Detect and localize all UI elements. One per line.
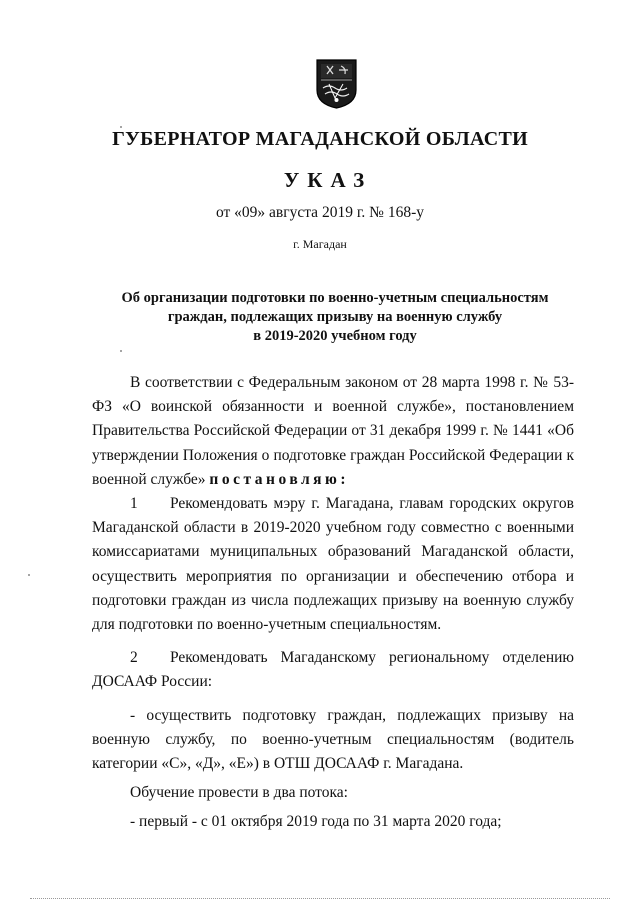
clause-2 (92, 646, 574, 694)
subject-line: Об организации подготовки по военно-учетным специальностям (121, 290, 549, 306)
document-type: УКАЗ (283, 168, 373, 192)
document-subject (90, 289, 580, 346)
subject-line: граждан, подлежащих призыву на военную службу (167, 309, 503, 325)
document-body (92, 371, 574, 835)
training-intro: Обучение провести в два потока: (130, 784, 348, 802)
clause-2-item: - осуществить подготовку граждан, подлежащих призыву на военную службу, по военно-учетным специальностям (водитель категории «С», «Д», «Е») в ОТШ ДОСААФ г. Магадана. (92, 706, 574, 773)
coat-of-arms-icon (315, 58, 358, 110)
clause-text: Рекомендовать Магаданскому региональному отделению ДОСААФ России: (92, 649, 574, 691)
governor-title: ГУБЕРНАТОР МАГАДАНСКОЙ ОБЛАСТИ (112, 128, 528, 150)
clause-1 (92, 492, 574, 637)
scan-speck (120, 350, 122, 352)
preamble-paragraph (92, 371, 574, 492)
clause-number: 1 (130, 495, 138, 513)
scan-speck (120, 126, 122, 128)
decree-word: постановляю: (209, 470, 350, 488)
subject-line: в 2019-2020 учебном году (253, 328, 417, 344)
preamble-text: В соответствии с Федеральным законом от 28 марта 1998 г. № 53-ФЗ «О воинской обязанности и военной службе», постановлением Правительства Российской Федерации от 31 декабря 1999 г. № 1441 «Об утверждении Положения о подготовке граждан Российской Федерации к военной службе» (92, 374, 574, 488)
scan-edge (30, 898, 610, 900)
scan-speck (28, 574, 30, 576)
training-stream: - первый - с 01 октября 2019 года по 31 марта 2020 года; (130, 813, 502, 831)
clause-number: 2 (130, 649, 138, 667)
document-date-number: от «09» августа 2019 г. № 168-у (215, 204, 425, 221)
document-city: г. Магадан (293, 237, 347, 251)
clause-text: Рекомендовать мэру г. Магадана, главам городских округов Магаданской области в 2019-2020 учебном году совместно с военными комиссариатами муниципальных образований Магаданской области, осуществить мероприятия по организации и обеспечению отбора и подготовки граждан из числа подлежащих призыву на военную службу для подготовки по военно-учетным специальностям. (92, 495, 574, 634)
